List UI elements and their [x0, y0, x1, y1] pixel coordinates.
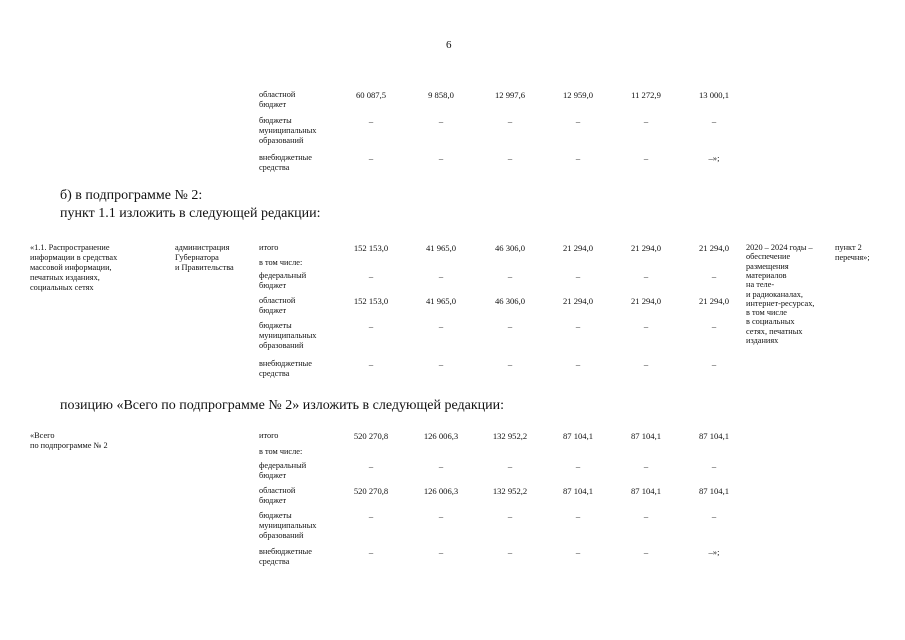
- value-cell: –: [643, 271, 649, 281]
- value-cell: –: [438, 461, 444, 471]
- result-text: в том числе: [746, 308, 787, 318]
- row-label: бюджет: [259, 471, 287, 480]
- value-cell: –: [643, 359, 649, 369]
- value-cell: –: [507, 153, 513, 163]
- row-label: итого: [259, 431, 279, 440]
- value-cell: 12 997,6: [494, 90, 526, 100]
- value-cell: 126 006,3: [423, 486, 459, 496]
- row-label: средства: [259, 557, 290, 566]
- value-cell: –: [575, 461, 581, 471]
- value-cell: 13 000,1: [698, 90, 730, 100]
- value-cell: –: [438, 271, 444, 281]
- value-cell: –: [575, 116, 581, 126]
- value-cell: 87 104,1: [630, 486, 662, 496]
- value-cell: –: [438, 116, 444, 126]
- result-text: и радиоканалах,: [746, 289, 803, 299]
- item-title: по подпрограмме № 2: [30, 441, 108, 450]
- executor: Губернатора: [175, 253, 219, 262]
- value-cell: 21 294,0: [562, 243, 594, 253]
- row-label: федеральный: [259, 271, 307, 280]
- value-cell: –: [438, 321, 444, 331]
- executor: и Правительства: [175, 263, 234, 272]
- row-label: в том числе:: [259, 447, 303, 456]
- value-cell: –: [643, 321, 649, 331]
- value-cell: 152 153,0: [353, 243, 389, 253]
- row-label: средства: [259, 369, 290, 378]
- value-cell: 46 306,0: [494, 243, 526, 253]
- row-label: муниципальных: [259, 521, 317, 530]
- value-cell: –: [575, 271, 581, 281]
- heading-total-subprogram-2: позицию «Всего по подпрограмме № 2» изложить в следующей редакции:: [60, 398, 505, 413]
- row-label: бюджет: [259, 281, 287, 290]
- row-label: средства: [259, 163, 290, 172]
- value-cell: 41 965,0: [425, 296, 457, 306]
- page-number: 6: [446, 39, 452, 51]
- value-cell: 9 858,0: [428, 90, 454, 100]
- value-cell: 126 006,3: [423, 431, 459, 441]
- value-cell: 21 294,0: [698, 243, 730, 253]
- row-label: итого: [259, 243, 279, 252]
- value-cell: –: [368, 547, 374, 557]
- value-cell: 132 952,2: [492, 431, 528, 441]
- result-text: 2020 – 2024 годы –: [746, 243, 813, 252]
- result-text: интернет-ресурсах,: [746, 298, 815, 308]
- item-title: социальных сетях: [30, 283, 94, 292]
- value-cell: –: [643, 116, 649, 126]
- value-cell: –: [643, 547, 649, 557]
- value-cell: –: [368, 359, 374, 369]
- value-cell: 21 294,0: [562, 296, 594, 306]
- value-cell: 41 965,0: [425, 243, 457, 253]
- executor: администрация: [175, 243, 230, 252]
- value-cell: –: [575, 547, 581, 557]
- row-label: бюджеты: [259, 321, 292, 330]
- value-cell: –: [368, 153, 374, 163]
- item-title: массовой информации,: [30, 263, 112, 272]
- row-label: бюджет: [259, 496, 287, 505]
- value-cell: –: [643, 461, 649, 471]
- value-cell: 21 294,0: [630, 243, 662, 253]
- heading-subprogram-2: б) в подпрограмме № 2:: [60, 188, 203, 203]
- value-cell: –: [507, 461, 513, 471]
- value-cell: –: [711, 359, 717, 369]
- value-cell: –: [438, 547, 444, 557]
- value-cell: –: [711, 271, 717, 281]
- row-label: внебюджетные: [259, 547, 312, 556]
- reference-text: перечня»;: [835, 253, 870, 262]
- value-cell: –: [438, 511, 444, 521]
- value-cell: –: [368, 511, 374, 521]
- item-title: «Всего: [30, 431, 55, 440]
- value-cell: –: [507, 547, 513, 557]
- row-label: бюджет: [259, 100, 287, 109]
- result-text: размещения: [746, 261, 789, 271]
- row-label: областной: [259, 90, 296, 99]
- value-cell: 132 952,2: [492, 486, 528, 496]
- row-label: областной: [259, 486, 296, 495]
- row-label: бюджеты: [259, 116, 292, 125]
- result-text: изданиях: [746, 336, 779, 345]
- row-label: бюджет: [259, 306, 287, 315]
- value-cell: 87 104,1: [630, 431, 662, 441]
- row-label: внебюджетные: [259, 359, 312, 368]
- value-cell: –: [438, 153, 444, 163]
- value-cell: –: [507, 359, 513, 369]
- value-cell: –: [711, 511, 717, 521]
- value-cell: 520 270,8: [353, 486, 389, 496]
- row-label: областной: [259, 296, 296, 305]
- value-cell: –: [711, 321, 717, 331]
- row-label: в том числе:: [259, 258, 303, 267]
- value-cell: 11 272,9: [631, 90, 661, 100]
- heading-item-1-1: пункт 1.1 изложить в следующей редакции:: [60, 206, 321, 221]
- value-cell: 87 104,1: [562, 486, 594, 496]
- value-cell: –: [368, 461, 374, 471]
- value-cell: –: [368, 321, 374, 331]
- row-label: муниципальных: [259, 126, 317, 135]
- value-cell: –: [575, 153, 581, 163]
- value-cell: –: [438, 359, 444, 369]
- result-text: сетях, печатных: [746, 326, 803, 336]
- value-cell: –»;: [708, 153, 720, 163]
- reference-text: пункт 2: [835, 243, 862, 252]
- value-cell: –: [507, 116, 513, 126]
- value-cell: 87 104,1: [562, 431, 594, 441]
- row-label: образований: [259, 531, 304, 540]
- row-label: муниципальных: [259, 331, 317, 340]
- row-label: бюджеты: [259, 511, 292, 520]
- value-cell: 46 306,0: [494, 296, 526, 306]
- value-cell: –»;: [708, 547, 720, 557]
- value-cell: 152 153,0: [353, 296, 389, 306]
- row-label: внебюджетные: [259, 153, 312, 162]
- row-label: федеральный: [259, 461, 307, 470]
- value-cell: –: [643, 511, 649, 521]
- item-title: печатных изданиях,: [30, 273, 100, 282]
- result-text: в социальных: [746, 317, 795, 327]
- value-cell: –: [575, 511, 581, 521]
- value-cell: –: [643, 153, 649, 163]
- value-cell: 520 270,8: [353, 431, 389, 441]
- item-title: информации в средствах: [30, 253, 118, 262]
- value-cell: –: [575, 321, 581, 331]
- value-cell: –: [507, 511, 513, 521]
- result-text: на теле-: [746, 280, 775, 290]
- value-cell: 87 104,1: [698, 486, 730, 496]
- value-cell: 12 959,0: [562, 90, 594, 100]
- value-cell: 87 104,1: [698, 431, 730, 441]
- value-cell: –: [711, 461, 717, 471]
- value-cell: –: [575, 359, 581, 369]
- value-cell: 21 294,0: [698, 296, 730, 306]
- value-cell: –: [368, 271, 374, 281]
- row-label: образований: [259, 136, 304, 145]
- row-label: образований: [259, 341, 304, 350]
- value-cell: –: [711, 116, 717, 126]
- value-cell: 60 087,5: [355, 90, 387, 100]
- result-text: материалов: [746, 270, 787, 280]
- value-cell: –: [368, 116, 374, 126]
- item-title: «1.1. Распространение: [30, 243, 110, 252]
- value-cell: 21 294,0: [630, 296, 662, 306]
- value-cell: –: [507, 271, 513, 281]
- result-text: обеспечение: [746, 252, 791, 262]
- value-cell: –: [507, 321, 513, 331]
